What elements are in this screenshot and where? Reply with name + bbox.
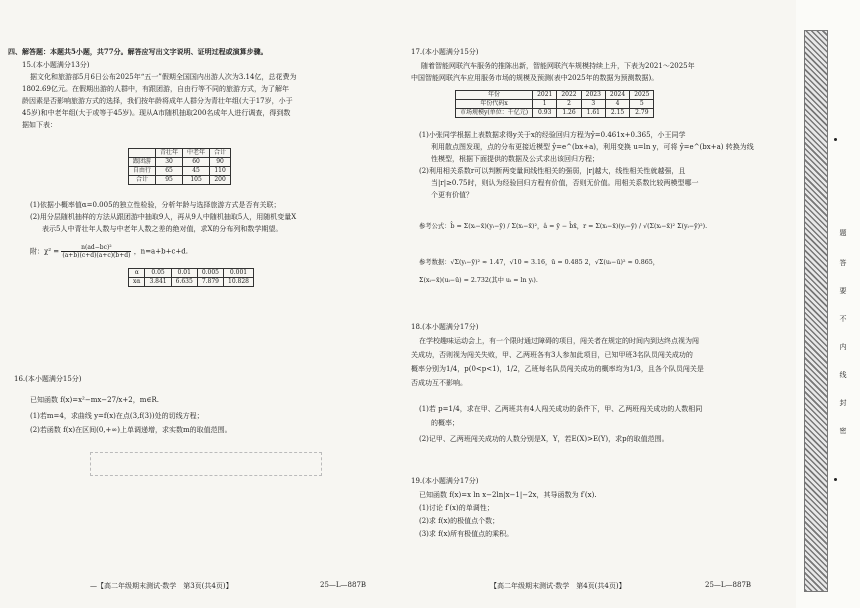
right-page (405, 0, 790, 608)
table-cell: 1.26 (557, 109, 581, 118)
seal-char: 要 (839, 287, 847, 295)
table-cell: 3 (581, 100, 605, 109)
left-footer-code: 25—L—887B (320, 581, 367, 589)
q18-sub1: (1)若 p=1/4，求在甲、乙两班共有4人闯关成功的条件下，甲、乙两班闯关成功的人数相同 (419, 405, 703, 413)
q15-line: 据文化和旅游部5月6日公布2025年“五一”假期全国国内出游人次为3.14亿，总花费为 (30, 73, 297, 81)
q17-line: 中国智能网联汽车应用服务市场的规模及预测(表中2025年的数据为预测数据)。 (411, 74, 659, 82)
table-cell: 1 (533, 100, 557, 109)
q15-reference-table (128, 268, 254, 287)
table-cell: 2.79 (630, 109, 654, 118)
q19-title: 19.(本小题满分17分) (411, 477, 479, 485)
table-cell: 105 (183, 176, 210, 185)
q15-line: 龄因素是否影响旅游方式的选择，我们按年龄将成年人群分为青壮年组(大于17岁，小于 (22, 97, 293, 105)
formula-suffix: ，n=a+b+c+d. (133, 247, 188, 256)
q16-sub2: (2)若函数 f(x)在区间(0,+∞)上单调递增，求实数m的取值范围。 (30, 426, 232, 434)
table-row (129, 269, 254, 278)
q15-sub1: (1)依据小概率值α=0.005的独立性检验，分析年龄与选择旅游方式是否有关联； (30, 201, 281, 209)
table-cell: 跟团游 (129, 158, 156, 167)
table-cell: 5 (630, 100, 654, 109)
table-cell: 自由行 (129, 167, 156, 176)
table-cell: 年份代码x (456, 100, 533, 109)
q19-function: 已知函数 f(x)=x ln x−2ln|x−1|−2x，其导函数为 f′(x). (419, 491, 597, 499)
q15-sub2: (2)用分层随机抽样的方法从跟团游中抽取9人，再从9人中随机抽取5人，用随机变量X (30, 213, 297, 221)
table-cell: 7.879 (197, 278, 223, 287)
q15-contingency-table (128, 148, 231, 185)
table-cell: 200 (210, 176, 231, 185)
table-cell: 3.841 (145, 278, 171, 287)
table-row (456, 91, 654, 100)
table-cell: 1.61 (581, 109, 605, 118)
seal-char: 封 (839, 399, 847, 407)
q17-line: 随着智能网联汽车服务的推陈出新，智能网联汽车规模持续上升，下表为2021～2025年 (421, 62, 695, 70)
seal-dot (834, 138, 837, 141)
table-cell: α (129, 269, 145, 278)
right-footer: 【高二年级期末测试·数学 第4页(共4页)】 (490, 582, 626, 590)
q15-line: 45岁)和中老年组(大于或等于45岁)。现从A市随机抽取200名成年人进行调查，得到数 (22, 109, 291, 117)
table-cell: 合计 (129, 176, 156, 185)
seal-char: 线 (839, 371, 847, 379)
table-cell: 2021 (533, 91, 557, 100)
right-footer-code: 25—L—887B (705, 581, 752, 589)
q19-sub2: (2)求 f(x)的极值点个数； (419, 517, 500, 525)
table-cell: 0.05 (145, 269, 171, 278)
table-cell: 0.93 (533, 109, 557, 118)
table-cell: 110 (210, 167, 231, 176)
q18-title: 18.(本小题满分17分) (411, 323, 479, 331)
q18-line: 关成功，否则视为闯关失败，甲、乙两班各有3人参加此项目，已知甲班3名队员闯关成功的 (411, 351, 693, 359)
section-header: 四、解答题：本题共5小题，共77分。解答应写出文字说明、证明过程或演算步骤。 (8, 47, 268, 56)
q18-line: 概率分别为1/4，p(0<p<1)，1/2，乙班每名队员闯关成功的概率均为1/3，且各个队员闯关是 (411, 365, 704, 373)
seal-dot (834, 478, 837, 481)
seal-char: 答 (839, 259, 847, 267)
q15-line: 据如下表： (22, 121, 57, 129)
seal-char: 题 (839, 229, 847, 237)
table-cell: 2.15 (605, 109, 629, 118)
table-row (129, 176, 231, 185)
q17-sub2: (2)利用相关系数r可以判断两变量间线性相关的强弱，|r|越大，线性相关性就越强，且 (419, 167, 686, 175)
seal-char: 内 (839, 343, 847, 351)
q17-reference-data: 参考数据：√Σ(yᵢ−ȳ)² ≈ 1.47，√10 ≈ 3.16，ū = 0.485 2，√Σ(uᵢ−ū)² ≈ 0.865， (419, 259, 660, 266)
q16-title: 16.(本小题满分15分) (14, 375, 82, 383)
table-row (129, 149, 231, 158)
table-cell: 市场规模y(单位：千亿元) (456, 109, 533, 118)
q18-line: 否成功互不影响。 (411, 379, 467, 387)
table-cell: 90 (210, 158, 231, 167)
table-cell: 年份 (456, 91, 533, 100)
q17-sub2-cont: 当|r|≥0.75时，则认为经验回归方程有价值，否则无价值。用相关系数比较两模型哪一 (431, 179, 699, 187)
table-cell: 6.635 (171, 278, 197, 287)
table-row (456, 100, 654, 109)
table-row (456, 109, 654, 118)
table-cell: 0.005 (197, 269, 223, 278)
table-row (129, 167, 231, 176)
table-cell: 65 (156, 167, 183, 176)
q17-data-table (455, 90, 654, 118)
q17-sub1: (1)小张同学根据上表数据求得y关于x的经验回归方程为ŷ=0.461x+0.365，小王同学 (419, 131, 686, 139)
left-page (0, 0, 400, 608)
q19-sub1: (1)讨论 f′(x)的单调性； (419, 504, 494, 512)
fraction-numerator: n(ad−bc)² (61, 244, 131, 252)
q15-chi-formula (30, 244, 188, 259)
table-cell: 4 (605, 100, 629, 109)
table-cell: 2 (557, 100, 581, 109)
table-cell: 2022 (557, 91, 581, 100)
table-cell: xα (129, 278, 145, 287)
q17-title: 17.(本小题满分15分) (411, 48, 479, 56)
q18-sub2: (2)记甲、乙两班闯关成功的人数分别是X，Y，若E(X)>E(Y)，求p的取值范围。 (419, 435, 669, 443)
table-cell: 0.01 (171, 269, 197, 278)
chi-square-fraction (61, 244, 131, 259)
q18-sub1-cont: 的概率； (431, 419, 459, 427)
seal-line-pattern (804, 30, 828, 592)
table-cell: 45 (183, 167, 210, 176)
table-row (129, 278, 254, 287)
table-cell: 0.001 (224, 269, 254, 278)
table-cell: 10.828 (224, 278, 254, 287)
table-cell: 2025 (630, 91, 654, 100)
seal-char: 密 (839, 427, 847, 435)
table-cell: 青壮年 (156, 149, 183, 158)
table-cell: 30 (156, 158, 183, 167)
answer-area (90, 452, 322, 476)
q17-reference-formula: 参考公式：b̂ = Σ(xᵢ−x̄)(yᵢ−ȳ) / Σ(xᵢ−x̄)²，â = ȳ − b̂x̄，r = Σ(xᵢ−x̄)(yᵢ−ȳ) / √(Σ(xᵢ−x̄)² Σ(yᵢ−ȳ)²). (419, 223, 708, 230)
q19-sub3: (3)求 f(x)所有极值点的乘积。 (419, 530, 514, 538)
formula-prefix: 附：χ² = (30, 247, 60, 256)
q15-line: 1802.69亿元。在假期出游的人群中，有跟团游，自由行等不同的旅游方式，为了解年 (22, 85, 289, 93)
q15-title: 15.(本小题满分13分) (22, 61, 90, 69)
q17-sub1-cont: 利用散点图发现，点的分布更接近模型 ŷ=e^(bx+a)，利用变换 u=ln y，可将 ŷ=e^(bx+a) 转换为线 (431, 143, 754, 151)
left-footer: —【高二年级期末测试·数学 第3页(共4页)】 (90, 582, 233, 590)
fraction-denominator: (a+b)(c+d)(a+c)(b+d) (62, 252, 131, 259)
table-cell: 95 (156, 176, 183, 185)
table-cell: 合计 (210, 149, 231, 158)
table-cell (129, 149, 156, 158)
table-row (129, 158, 231, 167)
q17-sub2-cont: 个更有价值？ (431, 191, 473, 199)
q16-sub1: (1)若m=4，求曲线 y=f(x)在点(3,f(3))处的切线方程； (30, 412, 204, 420)
table-cell: 2023 (581, 91, 605, 100)
q16-function: 已知函数 f(x)=x²−mx−27/x+2，m∈R. (30, 396, 160, 404)
table-cell: 2024 (605, 91, 629, 100)
q17-sub1-cont: 性模型，根据下面提供的数据及公式求出该回归方程； (431, 155, 599, 163)
q15-sub2-cont: 表示5人中青壮年人数与中老年人数之差的绝对值，求X的分布列和数学期望。 (42, 225, 283, 233)
table-cell: 60 (183, 158, 210, 167)
seal-char: 不 (839, 315, 847, 323)
table-cell: 中老年 (183, 149, 210, 158)
q18-line: 在学校趣味运动会上，有一个限时通过障碍的项目，闯关者在规定的时间内到达终点视为闯 (419, 337, 699, 345)
q17-reference-data-cont: Σ(xᵢ−x̄)(uᵢ−ū) = 2.732(其中 uᵢ = ln yᵢ). (419, 277, 538, 284)
